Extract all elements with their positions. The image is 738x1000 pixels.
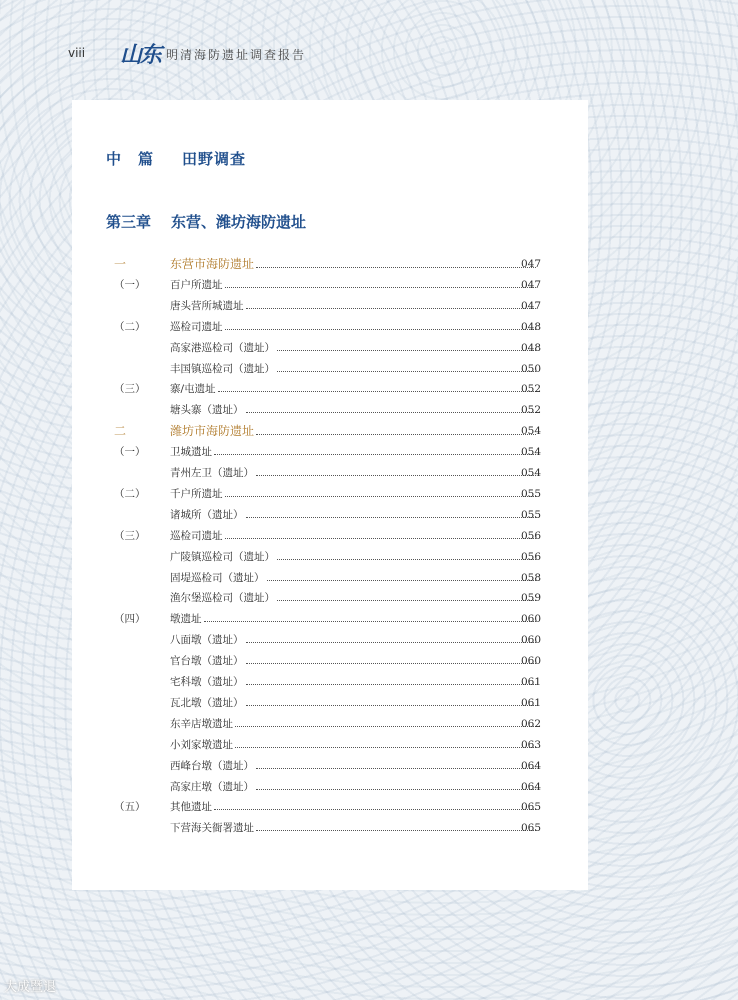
toc-page-number: 064 <box>521 780 542 793</box>
part-label: 中 篇 <box>106 150 155 168</box>
part-heading <box>106 148 246 169</box>
watermark: 大成暨退 <box>4 980 57 995</box>
toc-entry <box>170 569 538 587</box>
toc-entry <box>170 485 538 503</box>
toc-entry <box>170 527 538 545</box>
toc-label: 宅科墩（遗址） <box>170 676 244 688</box>
toc-row[interactable] <box>0 694 738 712</box>
toc-row[interactable] <box>0 276 738 294</box>
toc-row[interactable] <box>0 589 738 607</box>
toc-page-number: 065 <box>521 801 542 814</box>
toc-row[interactable] <box>0 339 738 357</box>
chapter-title: 东营、潍坊海防遗址 <box>171 213 307 231</box>
dot-leader <box>256 267 536 268</box>
toc-page-number: 061 <box>521 696 542 709</box>
toc-label: 卫城遗址 <box>170 446 212 459</box>
toc-row[interactable] <box>0 819 738 837</box>
toc-page-number: 054 <box>521 446 542 459</box>
toc-label: 官台墩（遗址） <box>170 655 244 668</box>
toc-row[interactable] <box>0 610 738 628</box>
chapter-label: 第三章 <box>106 213 152 231</box>
toc-number: （五） <box>114 801 146 814</box>
dot-leader <box>225 329 537 330</box>
toc-row[interactable] <box>0 548 738 566</box>
toc-label: 寨/屯遗址 <box>170 383 216 396</box>
dot-leader <box>246 705 537 706</box>
toc-number: （三） <box>114 529 146 542</box>
toc-page-number: 050 <box>521 362 542 375</box>
toc-row[interactable] <box>0 318 738 336</box>
toc-entry <box>170 318 538 336</box>
toc-row[interactable] <box>0 715 738 733</box>
toc-row[interactable] <box>0 401 738 419</box>
toc-entry <box>170 548 538 566</box>
toc-entry <box>170 589 538 607</box>
toc-row[interactable] <box>0 297 738 315</box>
toc-label: 潍坊市海防遗址 <box>170 424 255 439</box>
toc-label: 巡检司遗址 <box>170 529 223 542</box>
toc-label: 瓦北墩（遗址） <box>170 696 244 709</box>
toc-entry <box>170 401 538 419</box>
toc-page-number: 052 <box>521 404 542 417</box>
toc-row[interactable] <box>0 443 738 461</box>
dot-leader <box>214 454 536 455</box>
toc-page-number: 055 <box>521 508 542 521</box>
dot-leader <box>277 371 536 372</box>
dot-leader <box>256 475 536 476</box>
toc-entry <box>170 422 538 440</box>
shandong-logo: 山东 <box>120 42 161 68</box>
toc-label: 墩遗址 <box>170 613 202 626</box>
toc-label: 青州左卫（遗址） <box>170 467 254 479</box>
toc-number: （二） <box>114 487 146 500</box>
toc-page-number: 062 <box>521 717 542 730</box>
toc-label: 诸城所（遗址） <box>170 508 244 521</box>
toc-label: 固堤巡检司（遗址） <box>170 571 265 584</box>
dot-leader <box>256 768 536 769</box>
toc-page-number: 056 <box>521 529 542 542</box>
toc-label: 塘头寨（遗址） <box>170 404 244 417</box>
dot-leader <box>218 391 536 392</box>
dot-leader <box>246 642 537 643</box>
toc-number: （一） <box>114 446 146 459</box>
toc-number: （三） <box>114 383 146 396</box>
toc-entry <box>170 757 538 775</box>
toc-entry <box>170 610 538 628</box>
toc-entry <box>170 380 538 398</box>
toc-entry <box>170 506 538 524</box>
toc-row[interactable] <box>0 255 738 273</box>
toc-entry <box>170 255 538 273</box>
toc-label: 丰国镇巡检司（遗址） <box>170 362 275 375</box>
toc-page-number: 052 <box>521 383 542 396</box>
dot-leader <box>256 434 536 435</box>
toc-page-number: 059 <box>521 592 542 605</box>
toc-page-number: 065 <box>521 822 542 835</box>
toc-label: 其他遗址 <box>170 801 212 814</box>
part-title: 田野调查 <box>182 150 247 168</box>
dot-leader <box>246 684 537 685</box>
toc-page-number: 047 <box>521 258 542 270</box>
book-title: 明清海防遗址调查报告 <box>166 48 307 62</box>
toc-page-number: 061 <box>521 676 542 688</box>
page-header <box>0 36 738 70</box>
toc-label: 高家港巡检司（遗址） <box>170 341 275 354</box>
toc-page-number: 055 <box>521 487 542 500</box>
toc-entry <box>170 276 538 294</box>
dot-leader <box>225 538 537 539</box>
toc-page-number: 048 <box>521 320 542 333</box>
toc-row[interactable] <box>0 485 738 503</box>
toc-entry <box>170 778 538 796</box>
dot-leader <box>204 621 537 622</box>
dot-leader <box>277 559 536 560</box>
toc-label: 广陵镇巡检司（遗址） <box>170 550 275 563</box>
toc-page-number: 060 <box>521 613 542 626</box>
toc-row[interactable] <box>0 569 738 587</box>
toc-number: （四） <box>114 613 146 626</box>
dot-leader <box>277 350 536 351</box>
toc-row[interactable] <box>0 464 738 482</box>
toc-label: 高家庄墩（遗址） <box>170 780 254 793</box>
toc-page-number: 060 <box>521 634 542 647</box>
toc-entry <box>170 652 538 670</box>
toc-page-number: 047 <box>521 278 542 291</box>
toc-row[interactable] <box>0 506 738 524</box>
dot-leader <box>225 496 537 497</box>
toc-number: 二 <box>114 424 127 439</box>
toc-label: 巡检司遗址 <box>170 320 223 333</box>
dot-leader <box>214 809 536 810</box>
toc-number: （一） <box>114 278 146 291</box>
toc-page-number: 060 <box>521 655 542 668</box>
toc-entry <box>170 464 538 482</box>
toc-row[interactable] <box>0 380 738 398</box>
toc-row[interactable] <box>0 736 738 754</box>
toc-row[interactable] <box>0 527 738 545</box>
dot-leader <box>256 830 536 831</box>
dot-leader <box>235 726 536 727</box>
toc-row[interactable] <box>0 778 738 796</box>
toc-page-number: 047 <box>521 299 542 312</box>
toc-label: 八面墩（遗址） <box>170 634 244 647</box>
toc-entry <box>170 360 538 378</box>
toc-entry <box>170 443 538 461</box>
toc-label: 东营市海防遗址 <box>170 257 255 271</box>
toc-entry <box>170 798 538 816</box>
toc-label: 渔尔堡巡检司（遗址） <box>170 592 275 605</box>
toc-row[interactable] <box>0 673 738 691</box>
toc-label: 东辛店墩遗址 <box>170 717 233 730</box>
chapter-heading <box>106 211 306 232</box>
dot-leader <box>277 600 536 601</box>
toc-row[interactable] <box>0 652 738 670</box>
toc-entry <box>170 297 538 315</box>
toc-page-number: 056 <box>521 550 542 563</box>
toc-page-number: 058 <box>521 571 542 584</box>
dot-leader <box>246 663 537 664</box>
toc-entry <box>170 715 538 733</box>
toc-row[interactable] <box>0 798 738 816</box>
toc-label: 唐头营所城遗址 <box>170 299 244 312</box>
dot-leader <box>246 517 537 518</box>
dot-leader <box>256 789 536 790</box>
toc-page-number: 063 <box>521 738 542 751</box>
toc-page-number: 064 <box>521 759 542 772</box>
toc-entry <box>170 673 538 691</box>
dot-leader <box>225 287 537 288</box>
dot-leader <box>246 412 537 413</box>
toc-row[interactable] <box>0 422 738 440</box>
toc-label: 百户所遗址 <box>170 278 223 291</box>
dot-leader <box>267 580 537 581</box>
toc-row[interactable] <box>0 360 738 378</box>
toc-row[interactable] <box>0 631 738 649</box>
toc-row[interactable] <box>0 757 738 775</box>
toc-entry <box>170 631 538 649</box>
toc-label: 千户所遗址 <box>170 487 223 500</box>
toc-entry <box>170 736 538 754</box>
page-number: viii <box>68 46 86 60</box>
toc-label: 西峰台墩（遗址） <box>170 759 254 772</box>
toc-page-number: 054 <box>521 467 542 479</box>
toc-entry <box>170 819 538 837</box>
toc-entry <box>170 339 538 357</box>
toc-number: （二） <box>114 320 146 333</box>
toc-label: 小刘家墩遗址 <box>170 738 233 751</box>
dot-leader <box>246 308 537 309</box>
toc-page-number: 054 <box>521 425 542 438</box>
toc-entry <box>170 694 538 712</box>
toc-page-number: 048 <box>521 341 542 354</box>
toc-number: 一 <box>114 257 127 271</box>
toc-label: 下营海关衙署遗址 <box>170 822 254 835</box>
dot-leader <box>235 747 536 748</box>
